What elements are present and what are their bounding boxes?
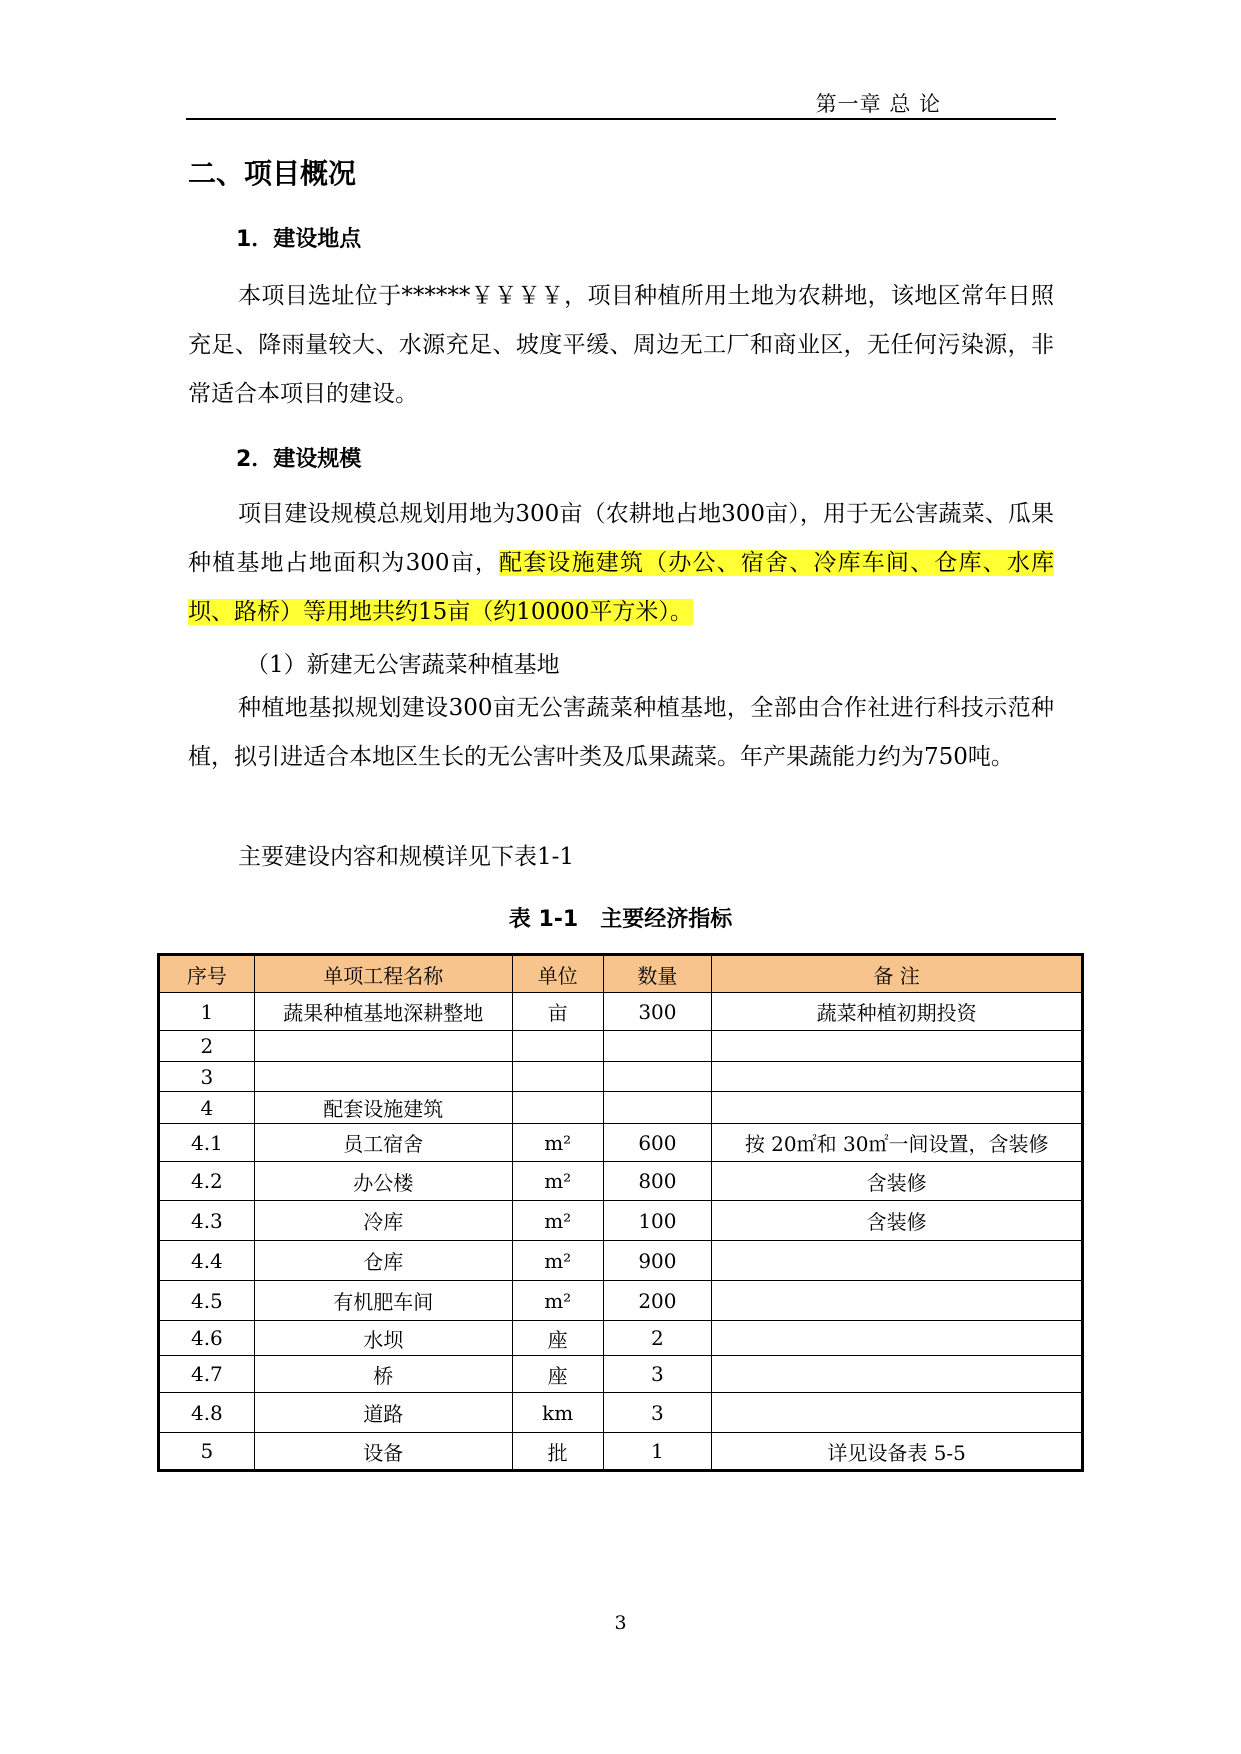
table-cell: 200: [603, 1281, 712, 1321]
table-cell: [603, 1092, 712, 1124]
table-cell: [603, 1031, 712, 1062]
table-row: [159, 1356, 1083, 1393]
table-cell: 蔬果种植基地深耕整地: [254, 993, 512, 1031]
table-cell: [712, 1393, 1083, 1433]
table-cell: 4.7: [159, 1356, 255, 1393]
table-cell: 仓库: [254, 1241, 512, 1281]
table-cell: 5: [159, 1433, 255, 1471]
table-caption: 表 1-1 主要经济指标: [508, 907, 733, 932]
table-row: [159, 1433, 1083, 1471]
table-cell: 员工宿舍: [254, 1124, 512, 1162]
subsection-title-scale: 2．建设规模: [236, 447, 362, 472]
table-cell: 座: [512, 1321, 603, 1356]
subsection-title-location: 1．建设地点: [236, 227, 362, 252]
table-cell: 含装修: [712, 1201, 1083, 1241]
table-header-row: [159, 955, 1083, 993]
scale-paragraph: [188, 490, 1054, 637]
table-cell: 详见设备表 5-5: [712, 1433, 1083, 1471]
scale-text: 项目建设规模总规划用地为300亩（农耕地占地300亩），用于无公害蔬菜、瓜果种植基地占地面积为300亩，: [188, 501, 1054, 576]
header-cell: 数量: [603, 955, 712, 993]
table-cell: 300: [603, 993, 712, 1031]
table-cell: [712, 1092, 1083, 1124]
table-row: [159, 1241, 1083, 1281]
table-cell: [712, 1241, 1083, 1281]
table-cell: 桥: [254, 1356, 512, 1393]
table-cell: 4.1: [159, 1124, 255, 1162]
table-cell: 1: [159, 993, 255, 1031]
table-cell: [254, 1062, 512, 1092]
header-cell: 序号: [159, 955, 255, 993]
header-cell: 单位: [512, 955, 603, 993]
item1-title: （1）新建无公害蔬菜种植基地: [246, 652, 560, 678]
table-cell: 含装修: [712, 1162, 1083, 1201]
item1-paragraph: 种植地基拟规划建设300亩无公害蔬菜种植基地，全部由合作社进行科技示范种植，拟引进适合本地区生长的无公害叶类及瓜果蔬菜。年产果蔬能力约为750吨。: [188, 695, 1054, 770]
table-row: [159, 1281, 1083, 1321]
table-cell: 4.8: [159, 1393, 255, 1433]
table-cell: 4.5: [159, 1281, 255, 1321]
table-row: [159, 1092, 1083, 1124]
header-cell: 单项工程名称: [254, 955, 512, 993]
table-cell: 座: [512, 1356, 603, 1393]
table-cell: [603, 1062, 712, 1092]
table-cell: 水坝: [254, 1321, 512, 1356]
table-row: [159, 1393, 1083, 1433]
table-cell: 4.6: [159, 1321, 255, 1356]
table-cell: km: [512, 1393, 603, 1433]
table-cell: [712, 1062, 1083, 1092]
table-cell: [254, 1031, 512, 1062]
table-cell: [712, 1031, 1083, 1062]
table-cell: [512, 1062, 603, 1092]
highlighted-text: 配套设施建筑（办公、宿舍、冷库车间、仓库、水库坝、路桥）等用地共约15亩（约10000平方米）。: [188, 550, 1055, 625]
table-cell: 600: [603, 1124, 712, 1162]
table-row: [159, 1162, 1083, 1201]
section-title: 二、项目概况: [188, 157, 357, 190]
table-row: [159, 1201, 1083, 1241]
table-cell: 4.4: [159, 1241, 255, 1281]
header-rule: [186, 118, 1056, 120]
table-cell: 有机肥车间: [254, 1281, 512, 1321]
location-paragraph: 本项目选址位于******￥￥￥￥，项目种植所用土地为农耕地，该地区常年日照充足、降雨量较大、水源充足、坡度平缓、周边无工厂和商业区，无任何污染源，非常适合本项目的建设。: [188, 283, 1054, 407]
table-cell: 900: [603, 1241, 712, 1281]
table-cell: 3: [603, 1393, 712, 1433]
table-cell: 按 20㎡和 30㎡一间设置，含装修: [712, 1124, 1083, 1162]
table-row: [159, 993, 1083, 1031]
table-cell: m²: [512, 1124, 603, 1162]
table-cell: 蔬菜种植初期投资: [712, 993, 1083, 1031]
table-row: [159, 1062, 1083, 1092]
table-cell: m²: [512, 1201, 603, 1241]
table-cell: 配套设施建筑: [254, 1092, 512, 1124]
table-cell: 100: [603, 1201, 712, 1241]
table-cell: 800: [603, 1162, 712, 1201]
chapter-header: 第一章 总 论: [815, 92, 941, 116]
table-cell: [512, 1031, 603, 1062]
table-cell: 办公楼: [254, 1162, 512, 1201]
table-cell: 4.3: [159, 1201, 255, 1241]
table-cell: 亩: [512, 993, 603, 1031]
table-cell: 2: [159, 1031, 255, 1062]
table-cell: 道路: [254, 1393, 512, 1433]
table-cell: m²: [512, 1281, 603, 1321]
table-cell: 设备: [254, 1433, 512, 1471]
table-cell: m²: [512, 1162, 603, 1201]
table-cell: 批: [512, 1433, 603, 1471]
table-cell: 4: [159, 1092, 255, 1124]
table-cell: [712, 1356, 1083, 1393]
table-cell: 3: [159, 1062, 255, 1092]
table-row: [159, 1321, 1083, 1356]
table-cell: 2: [603, 1321, 712, 1356]
page-number: 3: [614, 1612, 627, 1634]
table-cell: [712, 1281, 1083, 1321]
header-cell: 备 注: [712, 955, 1083, 993]
table-cell: m²: [512, 1241, 603, 1281]
table-cell: 3: [603, 1356, 712, 1393]
table-cell: 4.2: [159, 1162, 255, 1201]
economic-indicators-table: [157, 953, 1084, 1472]
table-row: [159, 1031, 1083, 1062]
table-cell: 1: [603, 1433, 712, 1471]
table-cell: [712, 1321, 1083, 1356]
table-row: [159, 1124, 1083, 1162]
table-cell: 冷库: [254, 1201, 512, 1241]
table-cell: [512, 1092, 603, 1124]
table-reference: 主要建设内容和规模详见下表1-1: [238, 844, 575, 870]
